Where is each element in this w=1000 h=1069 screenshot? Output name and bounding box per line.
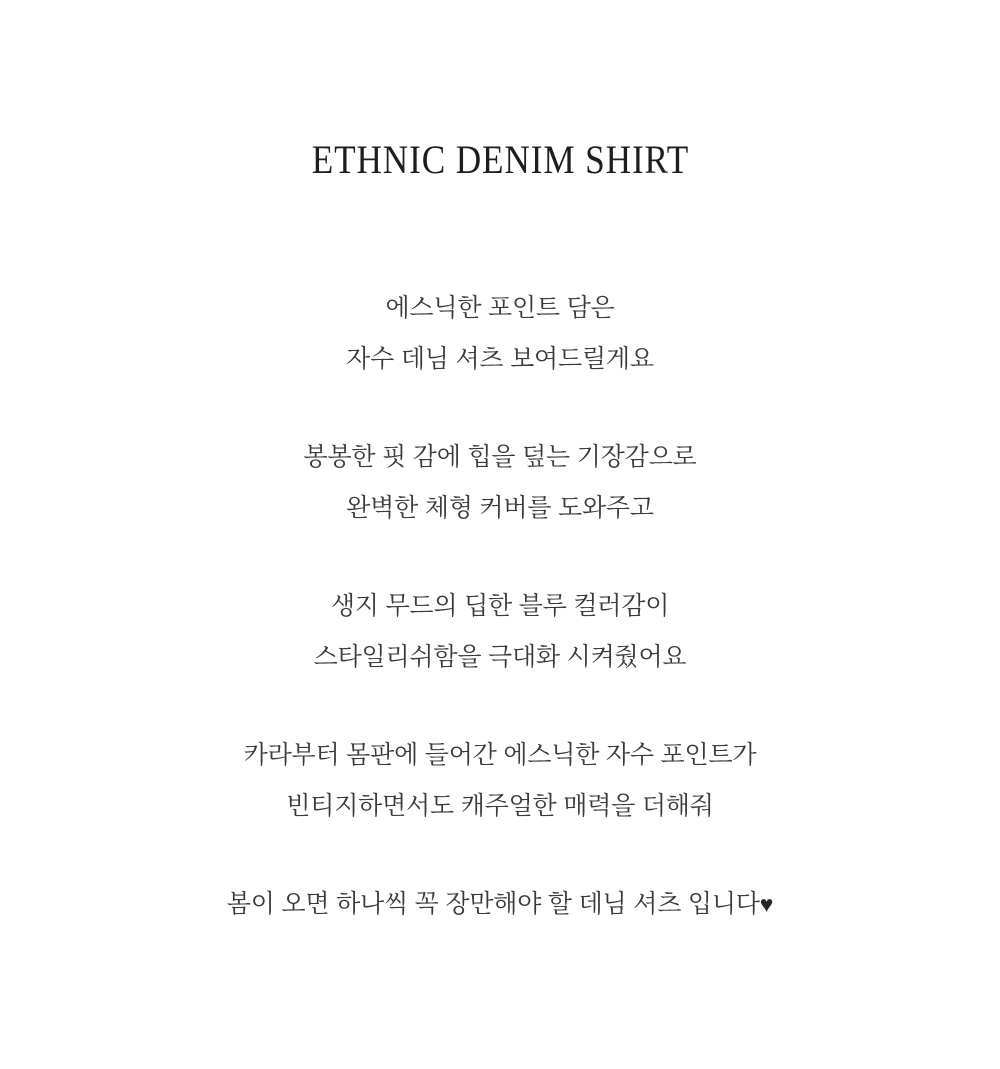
- page-title: ETHNIC DENIM SHIRT: [311, 137, 689, 182]
- description-line: 봉봉한 핏 감에 힙을 덮는 기장감으로: [303, 442, 697, 471]
- description-line: 에스닉한 포인트 담은: [385, 293, 615, 322]
- description-paragraph: [0, 730, 1000, 832]
- description-line-text: 봄이 오면 하나씩 꼭 장만해야 할 데님 셔츠 입니다: [226, 889, 760, 918]
- description-line-with-icon: [0, 879, 1000, 930]
- description-line: 스타일리쉬함을 극대화 시켜줬어요: [313, 642, 687, 671]
- description-body: [0, 283, 1000, 930]
- description-paragraph: [0, 879, 1000, 930]
- heart-icon: ♥: [759, 890, 774, 917]
- description-line: 생지 무드의 딥한 블루 컬러감이: [330, 591, 670, 620]
- description-paragraph: [0, 283, 1000, 385]
- description-line: 빈티지하면서도 캐주얼한 매력을 더해줘: [286, 791, 714, 820]
- description-line: 완벽한 체형 커버를 도와주고: [346, 493, 654, 522]
- description-paragraph: [0, 581, 1000, 683]
- description-line: 카라부터 몸판에 들어간 에스닉한 자수 포인트가: [243, 740, 757, 769]
- description-line: 자수 데님 셔츠 보여드릴게요: [346, 344, 654, 373]
- description-paragraph: [0, 432, 1000, 534]
